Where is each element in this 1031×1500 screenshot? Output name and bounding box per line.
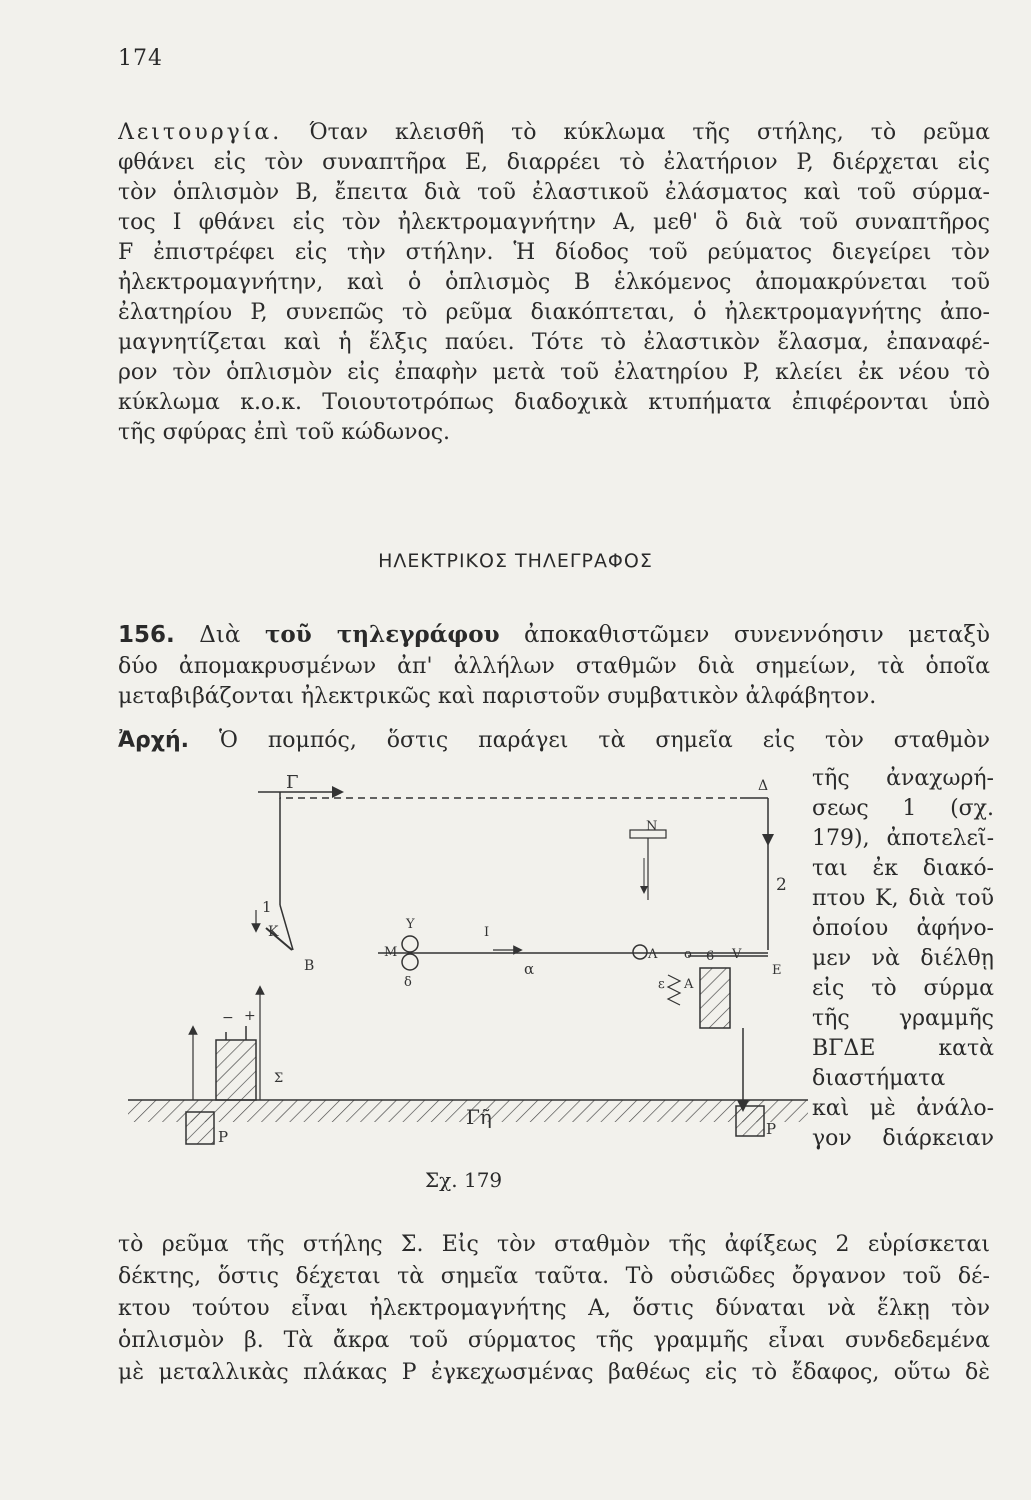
label-plus: + xyxy=(244,1008,256,1024)
page-number: 174 xyxy=(118,46,163,71)
wrap-line: 179), ἀποτελεῖ- xyxy=(812,826,994,851)
paragraph-line: τος I φθάνει εἰς τὸν ἠλεκτρομαγνήτην A, μεθ' ὃ διὰ τοῦ συναπτῆρος xyxy=(118,210,990,235)
paragraph-line: κύκλωμα κ.ο.κ. Τοιουτοτρόπως διαδοχικὰ κτυπήματα ἐπιφέρονται ὑπὸ xyxy=(118,390,990,415)
wrap-line: τῆς γραμμῆς xyxy=(812,1006,994,1031)
label-minus: − xyxy=(222,1010,234,1026)
label-n: N xyxy=(646,819,658,834)
paragraph-line: ἐλατηρίου P, συνεπῶς τὸ ρεῦμα διακόπτεται, ὁ ἠλεκτρομαγνήτης ἀπο- xyxy=(118,300,990,325)
paragraph-line: δύο ἀπομακρυσμένων ἀπ' ἀλλήλων σταθμῶν διὰ σημείων, τὰ ὁποῖα xyxy=(118,654,990,679)
wrap-line: σεως 1 (σχ. xyxy=(812,796,994,821)
paragraph-line: ἠλεκτρομαγνήτην, καὶ ὁ ὁπλισμὸς B ἑλκόμενος ἀπομακρύνεται τοῦ xyxy=(118,270,990,295)
label-delta-small: δ xyxy=(404,975,412,990)
electromagnet xyxy=(700,968,730,1028)
label-p-right: P xyxy=(766,1120,777,1138)
label-v: V xyxy=(732,947,742,962)
label-p-left: P xyxy=(218,1128,229,1146)
paragraph-line: F ἐπιστρέφει εἰς τὴν στήλην. Ἡ δίοδος τοῦ ρεύματος διεγείρει τὸν xyxy=(118,240,990,265)
paragraph-line: μαγνητίζεται καὶ ἡ ἕλξις παύει. Τότε τὸ ἐλαστικὸν ἔλασμα, ἐπαναφέ- xyxy=(118,330,990,355)
paragraph-line: μεταβιβάζονται ἠλεκτρικῶς καὶ παριστοῦν συμβατικὸν ἀλφάβητον. xyxy=(118,684,877,709)
paragraph-line: δέκτης, ὅστις δέχεται τὰ σημεῖα ταῦτα. Τὸ οὐσιῶδες ὄργανον τοῦ δέ- xyxy=(118,1264,990,1289)
paragraph-line: φθάνει εἰς τὸν συναπτῆρα E, διαρρέει τὸ ἐλατήριον P, διέρχεται εἰς xyxy=(118,150,990,175)
label-y: Y xyxy=(406,917,415,932)
wrap-line: διαστήματα xyxy=(812,1066,946,1091)
paragraph-line: τὸ ρεῦμα τῆς στήλης Σ. Εἰς τὸν σταθμὸν τῆς ἀφίξεως 2 εὑρίσκεται xyxy=(118,1232,990,1257)
label-station-1: 1 xyxy=(262,898,272,916)
wrap-line: μεν νὰ διέλθῃ xyxy=(812,946,994,971)
label-sigma: Σ xyxy=(274,1071,284,1086)
label-gamma: Γ xyxy=(286,772,299,793)
paragraph-line: ὁπλισμὸν β. Τὰ ἄκρα τοῦ σύρματος τῆς γραμμῆς εἶναι συνδεδεμένα xyxy=(118,1328,990,1353)
line-wire xyxy=(280,792,740,798)
wrap-line: καὶ μὲ ἀνάλο- xyxy=(812,1096,994,1121)
wrap-line: ται ἐκ διακό- xyxy=(812,856,994,881)
battery xyxy=(216,1040,256,1100)
paragraph-line: τῆς σφύρας ἐπὶ τοῦ κώδωνος. xyxy=(118,420,451,445)
label-epsilon: ε xyxy=(658,977,665,992)
paragraph-line: Ἀρχή. Ὁ πομπός, ὅστις παράγει τὰ σημεῖα εἰς τὸν σταθμὸν xyxy=(118,728,990,753)
term-bold: τοῦ τηλεγράφου xyxy=(264,621,500,648)
label-e: E xyxy=(772,963,782,978)
paragraph-line: μὲ μεταλλικὰς πλάκας P ἐγκεχωσμένας βαθέως εἰς τὸ ἔδαφος, οὕτω δὲ xyxy=(118,1360,990,1385)
section-lead: Λειτουργία. xyxy=(118,120,283,145)
section-heading: ΗΛΕΚΤΡΙΚΟΣ ΤΗΛΕΓΡΑΦΟΣ xyxy=(378,550,653,572)
section-lead: Ἀρχή. xyxy=(118,728,189,753)
label-b: B xyxy=(304,958,315,974)
wrap-line: εἰς τὸ σύρμα xyxy=(812,976,994,1001)
paragraph-line: τὸν ὁπλισμὸν B, ἔπειτα διὰ τοῦ ἐλαστικοῦ ἐλάσματος καὶ τοῦ σύρμα- xyxy=(118,180,990,205)
label-lambda: Λ xyxy=(648,947,658,962)
label-delta: Δ xyxy=(758,778,769,794)
label-m: M xyxy=(384,945,398,960)
wrap-line: γον διάρκειαν xyxy=(812,1126,994,1151)
wrap-line: ὁποίου ἀφήνο- xyxy=(812,916,994,941)
wrap-line: τῆς ἀναχωρή- xyxy=(812,766,994,791)
paragraph-line: κτου τούτου εἶναι ἠλεκτρομαγνήτης A, ὅστις δύναται νὰ ἕλκῃ τὸν xyxy=(118,1296,990,1321)
wrap-line: ΒΓΔΕ κατὰ xyxy=(812,1036,994,1061)
paragraph-line: 156. Διὰ τοῦ τηλεγράφου ἀποκαθιστῶμεν συνεννόησιν μεταξὺ xyxy=(118,621,990,648)
label-alpha: α xyxy=(524,960,535,978)
wrap-line: πτου K, διὰ τοῦ xyxy=(812,886,994,911)
label-station-2: 2 xyxy=(776,875,787,895)
section-number: 156. xyxy=(118,622,175,648)
label-a: A xyxy=(684,977,694,992)
paragraph-line: Λειτουργία. Όταν κλεισθῆ τὸ κύκλωμα τῆς στήλης, τὸ ρεῦμα xyxy=(118,120,990,145)
figure-caption: Σχ. 179 xyxy=(425,1168,503,1192)
label-o: o xyxy=(684,947,692,962)
label-i: I xyxy=(484,925,490,940)
paragraph-line: ρον τὸν ὁπλισμὸν εἰς ἐπαφὴν μετὰ τοῦ ἐλατηρίου P, κλείει ἐκ νέου τὸ xyxy=(118,360,990,385)
earth-plate-left xyxy=(186,1112,214,1144)
label-ground: Γῆ xyxy=(466,1105,492,1129)
label-k: K xyxy=(268,924,279,940)
label-beta: 6 xyxy=(706,949,715,964)
earth-plate-right xyxy=(736,1106,764,1136)
telegraph-diagram xyxy=(128,760,808,1200)
